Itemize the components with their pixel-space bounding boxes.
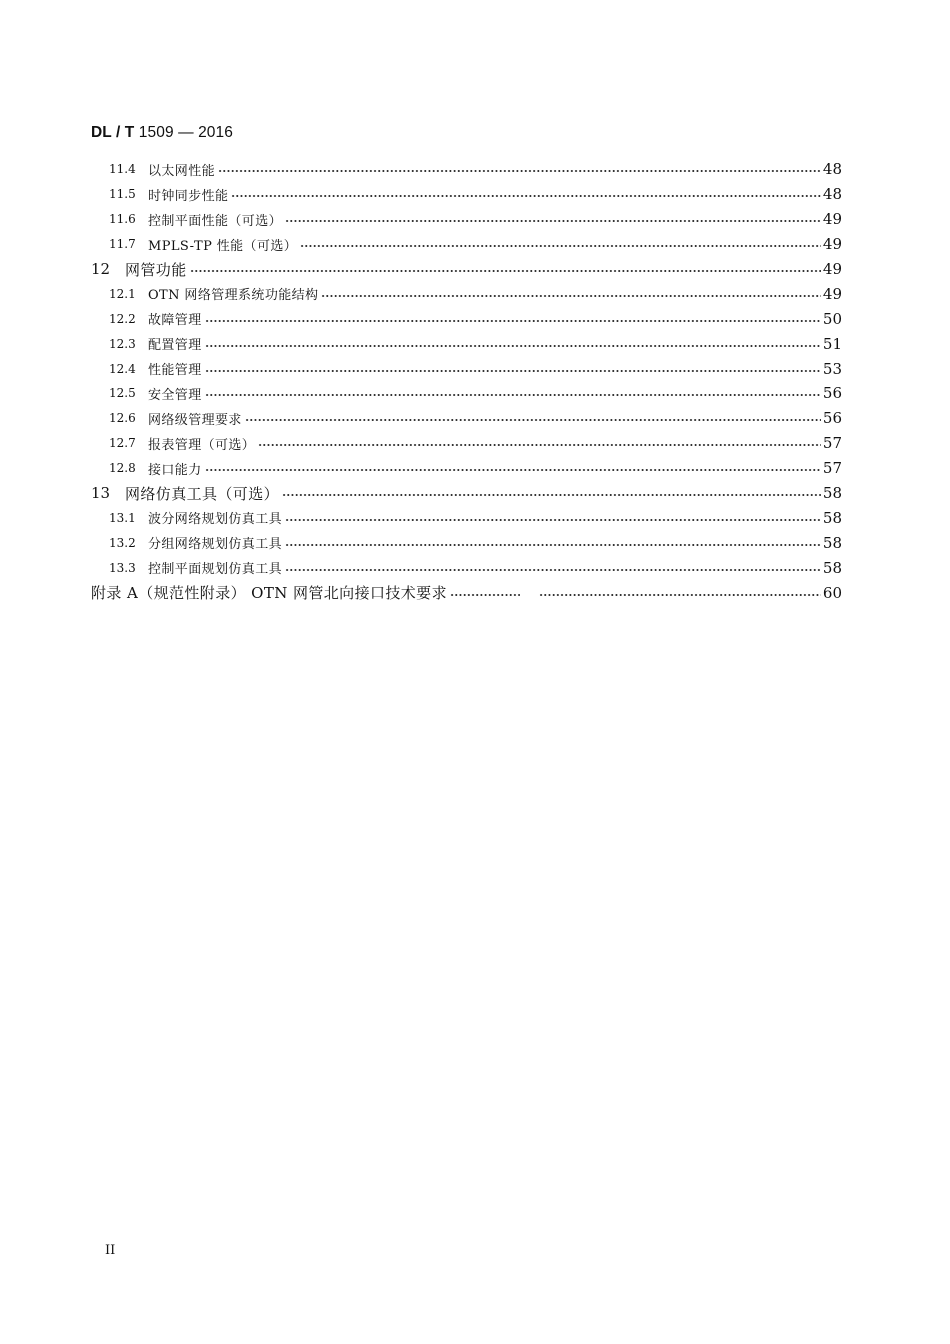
toc-entry-number: 12 <box>91 260 111 278</box>
toc-entry-page: 60 <box>822 583 842 602</box>
toc-entry-page: 57 <box>822 434 842 453</box>
toc-entry-page: 57 <box>822 459 842 478</box>
toc-entry[interactable] <box>91 456 842 481</box>
toc-entry-number: 11.5 <box>109 187 136 202</box>
toc-entry-title: 网络仿真工具（可选） <box>125 484 280 503</box>
page-number: II <box>105 1243 116 1258</box>
dot-leader <box>190 270 821 272</box>
toc-appendix-entry[interactable] <box>91 580 842 605</box>
toc-entry-title: 性能管理 <box>148 363 202 379</box>
toc-entry[interactable] <box>91 505 842 530</box>
dot-leader <box>300 245 821 247</box>
toc-entry-page: 58 <box>822 484 842 503</box>
toc-entry-number: 12.6 <box>109 411 136 426</box>
toc-entry-number: 11.6 <box>109 212 136 227</box>
toc-entry[interactable] <box>91 356 842 381</box>
toc-chapter-entry[interactable] <box>91 257 842 282</box>
toc-entry-title: 控制平面性能（可选） <box>148 213 283 229</box>
standard-number-year: 1509 — 2016 <box>138 124 233 141</box>
toc-entry-number: 11.4 <box>109 162 136 177</box>
toc-entry-title: 波分网络规划仿真工具 <box>148 512 283 528</box>
toc-entry-page: 48 <box>822 185 842 204</box>
toc-entry-title: 网管功能 <box>125 260 187 279</box>
toc-entry-number: 13.1 <box>109 510 136 525</box>
toc-entry-title: 分组网络规划仿真工具 <box>148 537 283 553</box>
dot-leader <box>539 594 821 596</box>
dot-leader <box>285 569 821 571</box>
toc-entry-page: 48 <box>822 160 842 179</box>
dot-leader <box>258 444 821 446</box>
toc-entry-number: 13.2 <box>109 535 136 550</box>
toc-entry[interactable] <box>91 530 842 555</box>
document-code-header <box>91 124 233 142</box>
toc-entry[interactable] <box>91 306 842 331</box>
toc-entry-title: 时钟同步性能 <box>148 188 229 204</box>
toc-entry-page: 50 <box>822 309 842 328</box>
toc-entry[interactable] <box>91 381 842 406</box>
toc-entry-number: 11.7 <box>109 237 136 252</box>
dot-leader <box>282 494 821 496</box>
toc-entry-number: 12.5 <box>109 386 136 401</box>
toc-entry-page: 56 <box>822 409 842 428</box>
toc-entry-title: 网络级管理要求 <box>148 412 242 428</box>
toc-entry[interactable] <box>91 431 842 456</box>
dot-leader <box>321 295 820 297</box>
dot-leader <box>205 370 821 372</box>
toc-entry-number: 12.4 <box>109 361 136 376</box>
dot-leader <box>450 594 520 596</box>
toc-entry-page: 51 <box>822 334 842 353</box>
toc-entry-page: 49 <box>822 210 842 229</box>
dot-leader <box>285 519 821 521</box>
dot-leader <box>245 419 821 421</box>
dot-leader <box>205 345 821 347</box>
toc-entry-title: 控制平面规划仿真工具 <box>148 562 283 578</box>
toc-entry-page: 58 <box>822 533 842 552</box>
toc-entry[interactable] <box>91 331 842 356</box>
dot-leader <box>285 220 821 222</box>
toc-entry[interactable] <box>91 232 842 257</box>
toc-entry[interactable] <box>91 207 842 232</box>
toc-entry-page: 58 <box>822 558 842 577</box>
toc-entry-page: 56 <box>822 384 842 403</box>
dot-leader <box>205 469 821 471</box>
toc-entry-number: 12.3 <box>109 336 136 351</box>
toc-entry[interactable] <box>91 182 842 207</box>
toc-chapter-entry[interactable] <box>91 481 842 506</box>
toc-entry-title: OTN 网络管理系统功能结构 <box>148 288 319 304</box>
toc-entry[interactable] <box>91 281 842 306</box>
toc-entry-page: 49 <box>822 284 842 303</box>
toc-entry[interactable] <box>91 555 842 580</box>
toc-entry-number: 12.7 <box>109 436 136 451</box>
toc-entry-title: 安全管理 <box>148 387 202 403</box>
toc-entry-page: 49 <box>822 260 842 278</box>
toc-entry-number: 12.8 <box>109 461 136 476</box>
dot-leader <box>205 394 821 396</box>
toc-entry-title: MPLS-TP 性能（可选） <box>148 238 298 254</box>
toc-entry-title: 以太网性能 <box>148 163 216 179</box>
dot-leader <box>218 170 821 172</box>
toc-entry-page: 53 <box>822 359 842 378</box>
toc-entry-page: 49 <box>822 235 842 254</box>
toc-entry[interactable] <box>91 406 842 431</box>
toc-appendix-title: 附录 A（规范性附录） OTN 网管北向接口技术要求 <box>91 584 447 603</box>
table-of-contents <box>91 157 842 605</box>
toc-entry-number: 12.1 <box>109 286 136 301</box>
toc-entry-page: 58 <box>822 508 842 527</box>
toc-entry-title: 接口能力 <box>148 462 202 478</box>
toc-entry-title: 故障管理 <box>148 313 202 329</box>
toc-entry[interactable] <box>91 157 842 182</box>
toc-entry-title: 报表管理（可选） <box>148 437 256 453</box>
toc-entry-number: 12.2 <box>109 311 136 326</box>
dot-leader <box>285 544 821 546</box>
toc-entry-number: 13.3 <box>109 560 136 575</box>
toc-entry-number: 13 <box>91 484 111 503</box>
standard-code: DL / T <box>91 124 135 141</box>
dot-leader <box>231 195 821 197</box>
dot-leader <box>205 320 821 322</box>
toc-entry-title: 配置管理 <box>148 338 202 354</box>
